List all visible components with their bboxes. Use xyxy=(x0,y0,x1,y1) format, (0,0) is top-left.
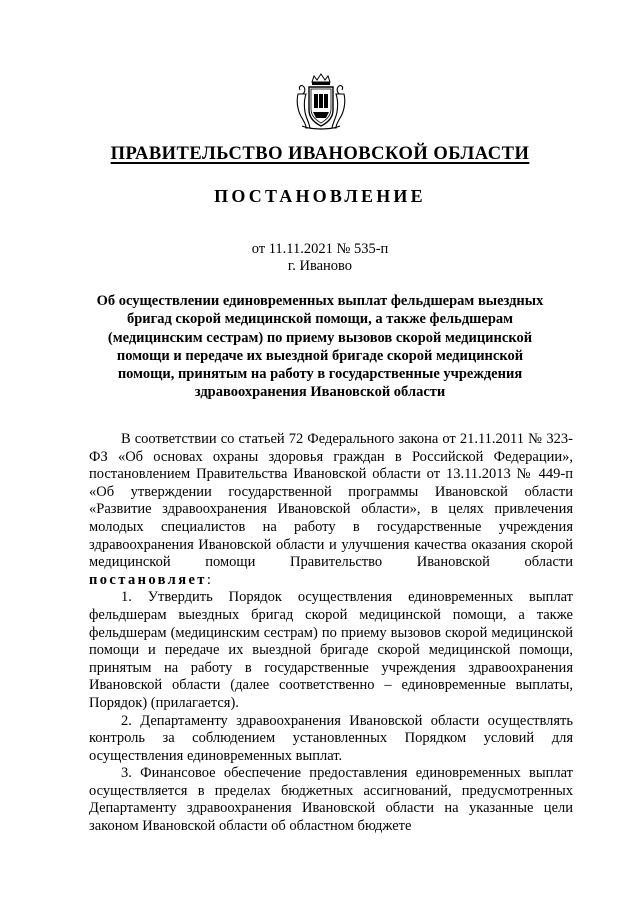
item-3-paragraph: 3. Финансовое обеспечение предоставления единовременных выплат осуществляется в пределах бюджетных ассигнований, предусмотренных Департаменту здравоохранения Ивановской области на указанные цели законом Ивановской области об областном бюджете xyxy=(89,765,573,835)
item-2-paragraph: 2. Департаменту здравоохранения Ивановской области осуществлять контроль за соблюдением установленных Порядком условий для осуществления единовременных выплат. xyxy=(89,712,573,764)
document-type: ПОСТАНОВЛЕНИЕ xyxy=(214,186,426,206)
preamble-text: В соответствии со статьей 72 Федерального закона от 21.11.2011 № 323-ФЗ «Об основах охраны здоровья граждан в Российской Федерации», постановлением Правительства Ивановской области от 13.11.2013 № 449-п «Об утверждении государственной программы Ивановской области «Развитие здравоохранения Ивановской области», в целях привлечения молодых специалистов на работу в государственные учреждения здравоохранения Ивановской области и улучшения качества оказания скорой медицинской помощи Правительство Ивановской области xyxy=(89,431,573,571)
decree-colon: : xyxy=(206,571,211,588)
document-body xyxy=(89,431,573,836)
item-1-paragraph: 1. Утвердить Порядок осуществления единовременных выплат фельдшерам выездных бригад скорой медицинской помощи, а также фельдшерам (медицинским сестрам) по приему вызовов скорой медицинской помощи и передаче их выездной бригаде скорой медицинской помощи, принятым на работу в государственные учреждения здравоохранения Ивановской области (далее соответственно – единовременные выплаты, Порядок) (прилагается). xyxy=(89,589,573,711)
document-heading: Об осуществлении единовременных выплат фельдшерам выездных бригад скорой медицинской помощи, а также фельдшерам (медицинским сестрам) по приему вызовов скорой медицинской помощи и передаче их выездной бригаде скорой медицинской помощи, принятым на работу в государственные учреждения здравоохранения Ивановской области xyxy=(96,293,544,401)
government-title xyxy=(0,143,640,165)
document-date-number: от 11.11.2021 № 535-п xyxy=(251,241,389,257)
document-city: г. Иваново xyxy=(287,258,353,274)
coat-of-arms-icon xyxy=(292,72,350,130)
preamble-paragraph xyxy=(89,431,573,589)
government-title-text: ПРАВИТЕЛЬСТВО ИВАНОВСКОЙ ОБЛАСТИ xyxy=(110,144,530,164)
decree-word: постановляет xyxy=(89,571,207,588)
